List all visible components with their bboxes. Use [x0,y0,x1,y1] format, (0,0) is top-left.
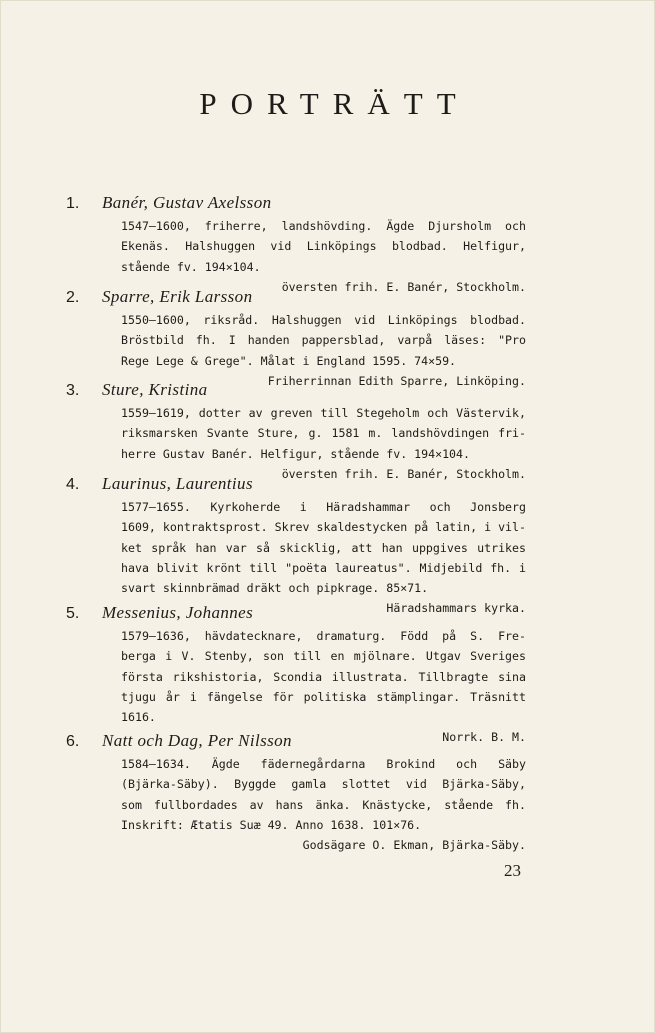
portrait-entry [66,603,526,748]
description-line: 1616. [121,710,156,725]
description-line: hava blivit krönt till "poëta laureatus". Midjebild fh. i [121,560,526,575]
entry-heading [66,603,526,626]
entry-heading [66,731,526,754]
entry-owner: Friherrinnan Edith Sparre, Linköping. [267,373,526,388]
description-line: som fullbordades av hans änka. Knästycke, stående fh. [121,797,526,812]
entry-owner: översten frih. E. Banér, Stockholm. [281,466,526,481]
entry-name: Banér, Gustav Axelsson [102,193,272,212]
portrait-entry [66,193,526,297]
entry-heading [66,287,526,310]
portrait-entry [66,731,526,855]
entry-name: Sture, Kristina [102,380,208,399]
description-line: första rikshistoria, Scondia illustrata. Tillbragte sina [121,669,526,684]
description-line: 1609, kontraktsprost. Skrev skaldestycken på latin, i vil- [121,520,526,535]
description-line: 1577—1655. Kyrkoherde i Häradshammar och Jonsberg [121,500,526,514]
entry-description [121,310,526,391]
description-line: svart skinnbrämad dräkt och pipkrage. 85×71. [121,581,429,596]
description-line: Bröstbild fh. I handen pappersblad, varpå läses: "Pro [121,333,526,348]
entry-name: Messenius, Johannes [102,603,254,622]
entry-name: Sparre, Erik Larsson [102,287,253,306]
description-line: Ekenäs. Halshuggen vid Linköpings blodbad. Helfigur, [121,239,526,254]
entry-name: Natt och Dag, Per Nilsson [102,731,292,750]
description-line: tjugu år i fängelse för politiska stämplingar. Träsnitt [121,689,526,704]
description-line: Rege Lege & Grege". Målat i England 1595. 74×59. [121,353,457,368]
description-line: 1584—1634. Ägde fädernegårdarna Brokind och Säby [121,757,526,771]
description-line: 1559—1619, dotter av greven till Stegeholm och Västervik, [121,406,526,420]
entry-number: 1. [66,195,80,212]
portrait-entry [66,474,526,619]
description-line: (Bjärka-Säby). Byggde gamla slottet vid Bjärka-Säby, [121,777,526,792]
description-line: stående fv. 194×104. [121,259,261,274]
page-number: 23 [504,861,521,880]
description-line: riksmarsken Svante Sture, g. 1581 m. landshövdingen fri- [121,426,526,441]
entry-description [121,403,526,484]
entry-owner: Häradshammars kyrka. [386,601,526,616]
entry-number: 2. [66,289,80,306]
description-line: herre Gustav Banér. Helfigur, stående fv. 194×104. [121,446,471,461]
description-line: Inskrift: Ætatis Suæ 49. Anno 1638. 101×76. [121,817,422,832]
entry-number: 6. [66,733,80,750]
description-line: berga i V. Stenby, son till en mjölnare. Utgav Sveriges [121,649,526,664]
description-line: 1550—1600, riksråd. Halshuggen vid Linköpings blodbad. [121,313,526,327]
entry-heading [66,193,526,216]
entry-heading [66,380,526,403]
entry-owner: Godsägare O. Ekman, Bjärka-Säby. [302,838,526,853]
entry-name: Laurinus, Laurentius [102,474,253,493]
description-line: 1579—1636, hävdatecknare, dramaturg. Född på S. Fre- [121,629,526,643]
entry-owner: Norrk. B. M. [442,730,526,745]
entry-number: 3. [66,382,80,399]
entry-number: 4. [66,476,80,493]
page-title: PORTRÄTT [199,86,470,121]
entry-description [121,626,526,748]
description-line: ket språk han var så skicklig, att han uppgives utrikes [121,540,526,555]
entry-number: 5. [66,605,80,622]
description-line: 1547—1600, friherre, landshövding. Ägde Djursholm och [121,219,526,233]
entry-description [121,497,526,619]
portrait-entry [66,287,526,391]
entry-description [121,754,526,855]
entry-heading [66,474,526,497]
entry-description [121,216,526,297]
portrait-entry [66,380,526,484]
entry-owner: översten frih. E. Banér, Stockholm. [281,279,526,294]
